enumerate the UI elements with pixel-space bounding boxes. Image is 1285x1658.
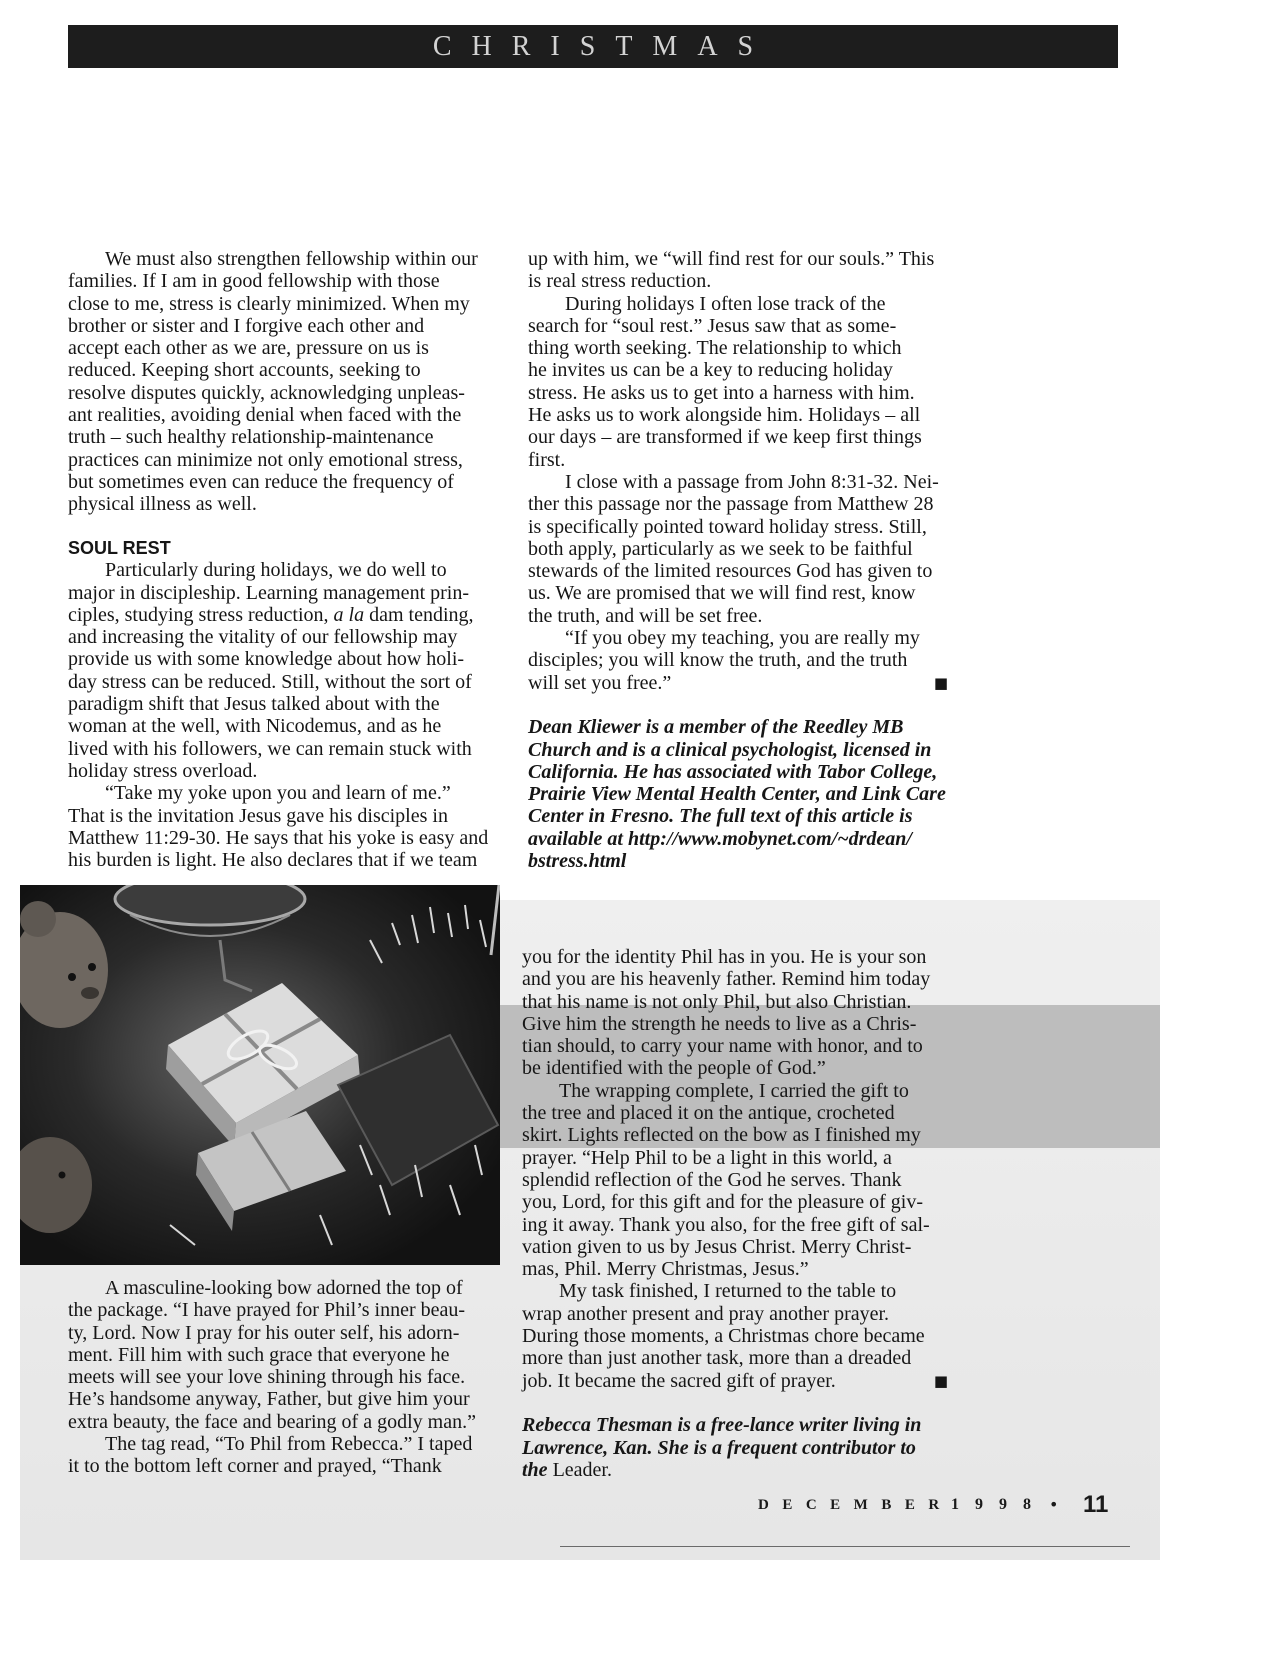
text-line: and increasing the vitality of our fellowship may [68,626,458,649]
text-line: resolve disputes quickly, acknowledging unpleas- [68,381,465,404]
text-line: holiday stress overload. [68,759,258,782]
text-line: is specifically pointed toward holiday stress. Still, [528,515,927,538]
footer-month: DECEMBER [758,1497,953,1513]
text-line: be identified with the people of God.” [522,1057,826,1080]
text-line: Center in Fresno. The full text of this article is [528,805,913,828]
text-line: My task finished, I returned to the table to [559,1280,897,1303]
text-line: close to me, stress is clearly minimized. When my [68,292,470,315]
bear-nose [81,987,99,999]
text-line: During holidays I often lose track of the [565,292,886,315]
text-line: he invites us can be a key to reducing holiday [528,359,893,382]
text-line: splendid reflection of the God he serves. Thank [522,1168,902,1191]
text-line: tian should, to carry your name with honor, and to [522,1035,923,1058]
text-line: it to the bottom left corner and prayed, “Thank [68,1455,442,1478]
text-line: us. We are promised that we will find rest, know [528,582,916,605]
publication-name: Leader. [552,1458,612,1481]
paragraph [68,248,500,516]
text-line: The tag read, “To Phil from Rebecca.” I taped [105,1433,473,1456]
text-line: truth – such healthy relationship-maintenance [68,426,434,449]
text-line: paradigm shift that Jesus talked about with the [68,693,440,716]
section-heading: SOUL REST [68,537,171,558]
paragraph-continued [528,248,948,293]
text-line: ther this passage nor the passage from Matthew 28 [528,493,934,516]
author-bio [522,1414,948,1481]
text-line: Particularly during holidays, we do well to [105,559,447,582]
text-line: the package. “I have prayed for Phil’s inner beau- [68,1299,466,1322]
text-line: will set you free.” ■ [528,671,948,694]
text-line: Give him the strength he needs to live as a Chris- [522,1012,917,1035]
paragraph [68,1277,484,1433]
text-line: During those moments, a Christmas chore became [522,1325,925,1348]
text-line: ty, Lord. Now I pray for his outer self, his adorn- [68,1321,460,1344]
text-line: Prairie View Mental Health Center, and Link Care [528,783,946,806]
text-line: skirt. Lights reflected on the bow as I finished my [522,1124,921,1147]
text-line: families. If I am in good fellowship with those [68,270,440,293]
section-header-bar [68,25,1118,68]
text-line: provide us with some knowledge about how holi- [68,648,465,671]
text-line: Rebecca Thesman is a free-lance writer living in [522,1414,922,1437]
text-line: more than just another task, more than a dreaded [522,1347,912,1370]
text-line: disciples; you will know the truth, and the truth [528,649,908,672]
text-line: the truth, and will be set free. [528,604,763,627]
text-line: “If you obey my teaching, you are really my [565,627,920,650]
text-line: extra beauty, the face and bearing of a godly man.” [68,1410,476,1433]
footer-rule [560,1546,1130,1547]
paragraph [522,1280,948,1391]
text-line: wrap another present and pray another prayer. [522,1302,890,1325]
text-line: mas, Phil. Merry Christmas, Jesus.” [522,1258,809,1281]
text-line: that his name is not only Phil, but also Christian. [522,990,912,1013]
article-column-left [68,248,500,871]
text-line: A masculine-looking bow adorned the top of [105,1277,463,1299]
text-line: job. It became the sacred gift of prayer. ■ [522,1369,948,1392]
page-number: 11 [1083,1491,1109,1518]
text-line: accept each other as we are, pressure on us is [68,337,429,360]
spacer [522,1392,948,1414]
end-mark-icon: ■ [933,1371,948,1390]
text-line: up with him, we “will find rest for our souls.” This [528,248,935,270]
text-line: thing worth seeking. The relationship to which [528,337,902,360]
footer-separator: • [1049,1495,1059,1514]
text-line: “Take my yoke upon you and learn of me.” [105,782,451,805]
paragraph [528,293,948,471]
text-line: Dean Kliewer is a member of the Reedley MB [528,716,904,739]
text-line: reduced. Keeping short accounts, seeking to [68,359,421,382]
text-line: prayer. “Help Phil to be a light in this world, a [522,1146,892,1169]
text-line: He asks us to work alongside him. Holidays – all [528,404,921,427]
text-line: Matthew 11:29-30. He says that his yoke is easy and [68,826,489,849]
text-line: ciples, studying stress reduction, a la dam tending, [68,603,474,626]
text-line: physical illness as well. [68,493,257,516]
text-line: but sometimes even can reduce the frequency of [68,470,454,493]
text-line: bstress.html [528,850,627,873]
text-line: his burden is light. He also declares that if we team [68,849,478,872]
gift-photo [20,885,500,1265]
text-line: day stress can be reduced. Still, without the sort of [68,670,472,693]
article2-column-right [522,946,948,1481]
section-title: CHRISTMAS [432,31,774,62]
text-line: ing it away. Thank you also, for the free gift of sal- [522,1213,930,1236]
bear-eye [68,973,76,981]
paragraph [68,559,500,782]
footer-year: 1998 [951,1496,1047,1513]
text-line: stress. He asks us to get into a harness with him. [528,381,915,404]
text-line: practices can minimize not only emotional stress, [68,448,463,471]
text-line: ant realities, avoiding denial when faced with the [68,404,462,427]
text-line: the tree and placed it on the antique, crocheted [522,1102,895,1125]
article-column-right [528,248,948,872]
text-line: We must also strengthen fellowship within our [105,248,478,270]
paragraph [528,627,948,694]
text-line: That is the invitation Jesus gave his disciples in [68,804,448,827]
text-line: vation given to us by Jesus Christ. Merry Christ- [522,1235,912,1258]
text-line: Church and is a clinical psychologist, licensed in [528,738,932,761]
text-line: is real stress reduction. [528,270,712,293]
text-line: first. [528,448,566,471]
text-line: lived with his followers, we can remain stuck with [68,737,472,760]
paragraph [68,782,500,871]
text-line: ment. Fill him with such grace that everyone he [68,1343,450,1366]
text-line: He’s handsome anyway, Father, but give him your [68,1388,470,1411]
bowl-rim [115,885,305,925]
text-line: both apply, particularly as we seek to be faithful [528,537,913,560]
text-line: Lawrence, Kan. She is a frequent contributor to [522,1436,916,1459]
text-line: search for “soul rest.” Jesus saw that as some- [528,314,897,337]
text-line: and you are his heavenly father. Remind him today [522,968,931,991]
italic-phrase: a la [333,603,365,626]
bear-ear [20,901,56,937]
end-mark-icon: ■ [933,673,948,692]
paragraph [522,1080,948,1281]
text-line: stewards of the limited resources God has given to [528,560,933,583]
article2-column-left [68,1277,484,1478]
text-line: meets will see your love shining through his face. [68,1366,466,1389]
text-line: woman at the well, with Nicodemus, and as he [68,715,442,738]
text-line: California. He has associated with Tabor College, [528,760,938,783]
text-line: major in discipleship. Learning management prin- [68,581,469,604]
text-line: The wrapping complete, I carried the gift to [559,1079,909,1102]
paragraph-continued [522,946,948,1080]
spacer [528,694,948,716]
text-line: you for the identity Phil has in you. He is your son [522,946,927,968]
text-line: you, Lord, for this gift and for the pleasure of giv- [522,1191,924,1214]
text-line: brother or sister and I forgive each other and [68,314,425,337]
author-bio [528,716,948,872]
text-line: I close with a passage from John 8:31-32. Nei- [565,470,939,493]
paragraph [528,471,948,627]
bear-eye [59,1172,66,1179]
text-line: our days – are transformed if we keep first things [528,426,922,449]
text-line: the Leader. [522,1458,612,1481]
text-line: available at http://www.mobynet.com/~drdean/ [528,827,912,850]
bear-eye [88,963,96,971]
paragraph [68,1433,484,1478]
